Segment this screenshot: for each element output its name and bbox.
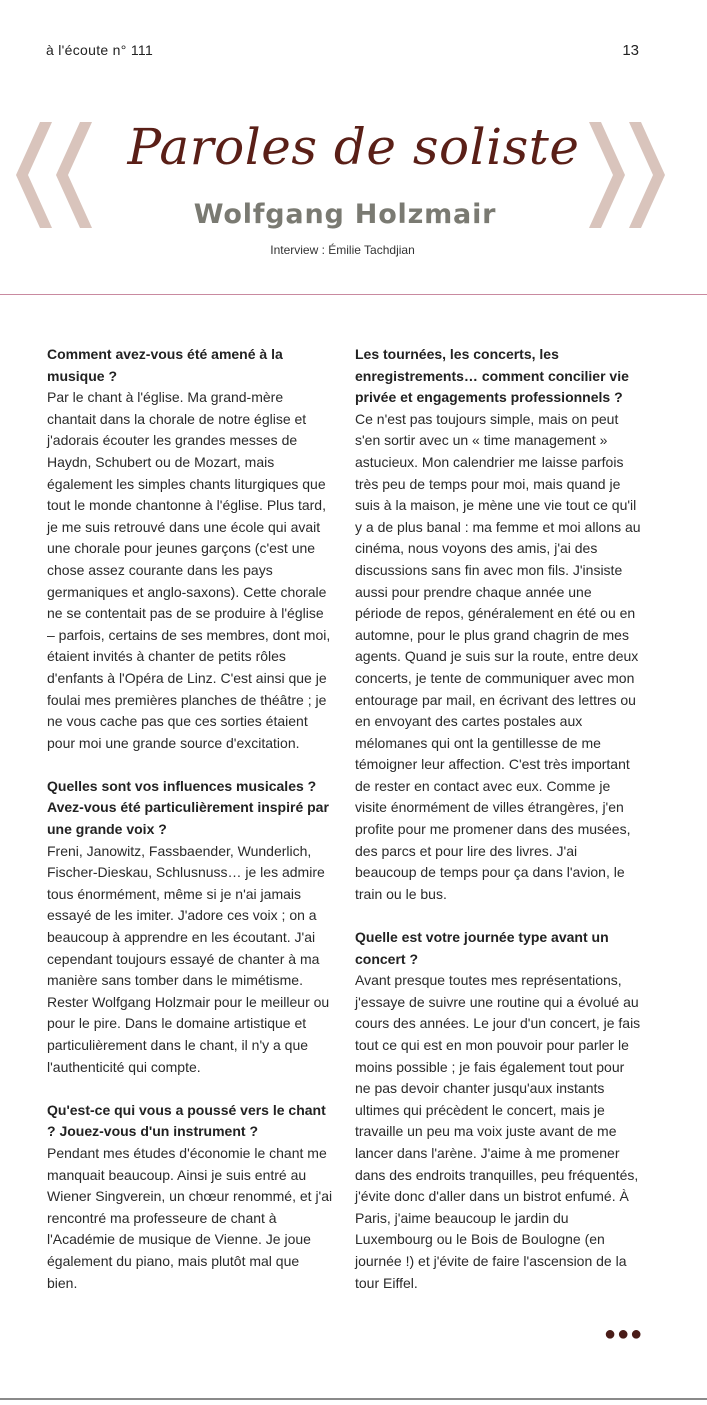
qa-section [47, 1100, 333, 1294]
interview-credit: Interview : Émilie Tachdjian [270, 243, 415, 257]
question: Quelle est votre journée type avant un concert ? [355, 929, 609, 967]
question: Les tournées, les concerts, les enregistrements… comment concilier vie privée et engagements professionnels ? [355, 346, 629, 406]
article-title: Paroles de soliste [127, 118, 580, 176]
page-number: 13 [622, 42, 639, 59]
interviewee-name: Wolfgang Holzmair [193, 199, 497, 230]
right-column [355, 344, 641, 1316]
answer: Ce n'est pas toujours simple, mais on peut s'en sortir avec un « time management » astucieux. Mon calendrier me laisse parfois très peu de temps pour moi, mais quand je suis à la maison, je mène une vie tout ce qu'il y a de plus banal : ma femme et moi allons au cinéma, nous voyons des amis, j'ai des discussions sans fin avec mon fils. J'insiste aussi pour prendre chaque année une période de repos, généralement en été ou en automne, pour le plus grand chagrin de mes agents. Quand je suis sur la route, entre deux concerts, je tente de communiquer avec mon entourage par mail, en écrivant des lettres ou en envoyant des cartes postales aux mélomanes qui ont la gentillesse de me témoigner leur affection. C'est très important de rester en contact avec eux. Comme je visite énormément de villes étrangères, j'en profite pour me promener dans des musées, des parcs et pour lire des livres. J'ai beaucoup de temps pour ça dans l'avion, le train ou le bus. [355, 410, 641, 902]
question: Comment avez-vous été amené à la musique ? [47, 346, 283, 384]
qa-section [47, 344, 333, 754]
question: Quelles sont vos influences musicales ? Avez-vous été particulièrement inspiré par une grande voix ? [47, 777, 329, 838]
qa-section [355, 344, 641, 905]
answer: Pendant mes études d'économie le chant me manquait beaucoup. Ainsi je suis entré au Wiener Singverein, un chœur renommé, et j'ai rencontré ma professeure de chant à l'Académie de musique de Vienne. Je joue également du piano, mais plutôt mal que bien. [47, 1144, 333, 1291]
continuation-dots-icon: ●●● [604, 1323, 644, 1345]
header-divider [0, 294, 707, 295]
qa-section [355, 927, 641, 1294]
answer: Par le chant à l'église. Ma grand-mère chantait dans la chorale de notre église et j'adorais écouter les grandes messes de Haydn, Schubert ou de Mozart, mais également les simples chants liturgiques que tout le monde chantonne à l'église. Plus tard, je me suis retrouvé dans une école qui avait une chorale pour jeunes garçons (c'est une chose assez courante dans les pays germaniques et anglo-saxons). Cette chorale ne se contentait pas de se produire à l'église – parfois, certains de ses membres, dont moi, étaient invités à chanter de petits rôles d'enfants à l'Opéra de Linz. C'est ainsi que je foulai mes premières planches de théâtre ; je ne vous cache pas que ces sorties étaient pour moi une grande source d'excitation. [47, 389, 331, 751]
qa-section [47, 776, 333, 1078]
bottom-edge-rule [0, 1398, 707, 1400]
left-column [47, 344, 333, 1316]
answer: Freni, Janowitz, Fassbaender, Wunderlich, Fischer-Dieskau, Schlusnuss… je les admire tous énormément, même si je n'ai jamais essayé de les imiter. J'adore ces voix ; on a beaucoup à apprendre en les écoutant. J'ai cependant toujours essayé de chanter à ma manière sans tomber dans le mimétisme. Rester Wolfgang Holzmair pour le meilleur ou pour le pire. Dans le domaine artistique et particulièrement dans le chant, il n'y a que l'authenticité qui compte. [47, 842, 330, 1075]
answer: Avant presque toutes mes représentations, j'essaye de suivre une routine qui a évolué au cours des années. Le jour d'un concert, je fais tout ce qui est en mon pouvoir pour parler le moins possible ; je fais également tout pour ne pas devoir chanter jusqu'aux instants ultimes qui précèdent le concert, mais je travaille un peu ma voix juste avant de me lancer dans l'arène. J'aime à me promener dans des endroits tranquilles, peu fréquentés, j'évite donc d'aller dans un bistrot enfumé. À Paris, j'aime beaucoup le jardin du Luxembourg ou le Bois de Boulogne (en journée !) et j'évite de faire l'ascension de la tour Eiffel. [355, 972, 641, 1291]
magazine-section-header: à l'écoute n° 111 [46, 42, 154, 58]
question: Qu'est-ce qui vous a poussé vers le chant ? Jouez-vous d'un instrument ? [47, 1101, 326, 1140]
